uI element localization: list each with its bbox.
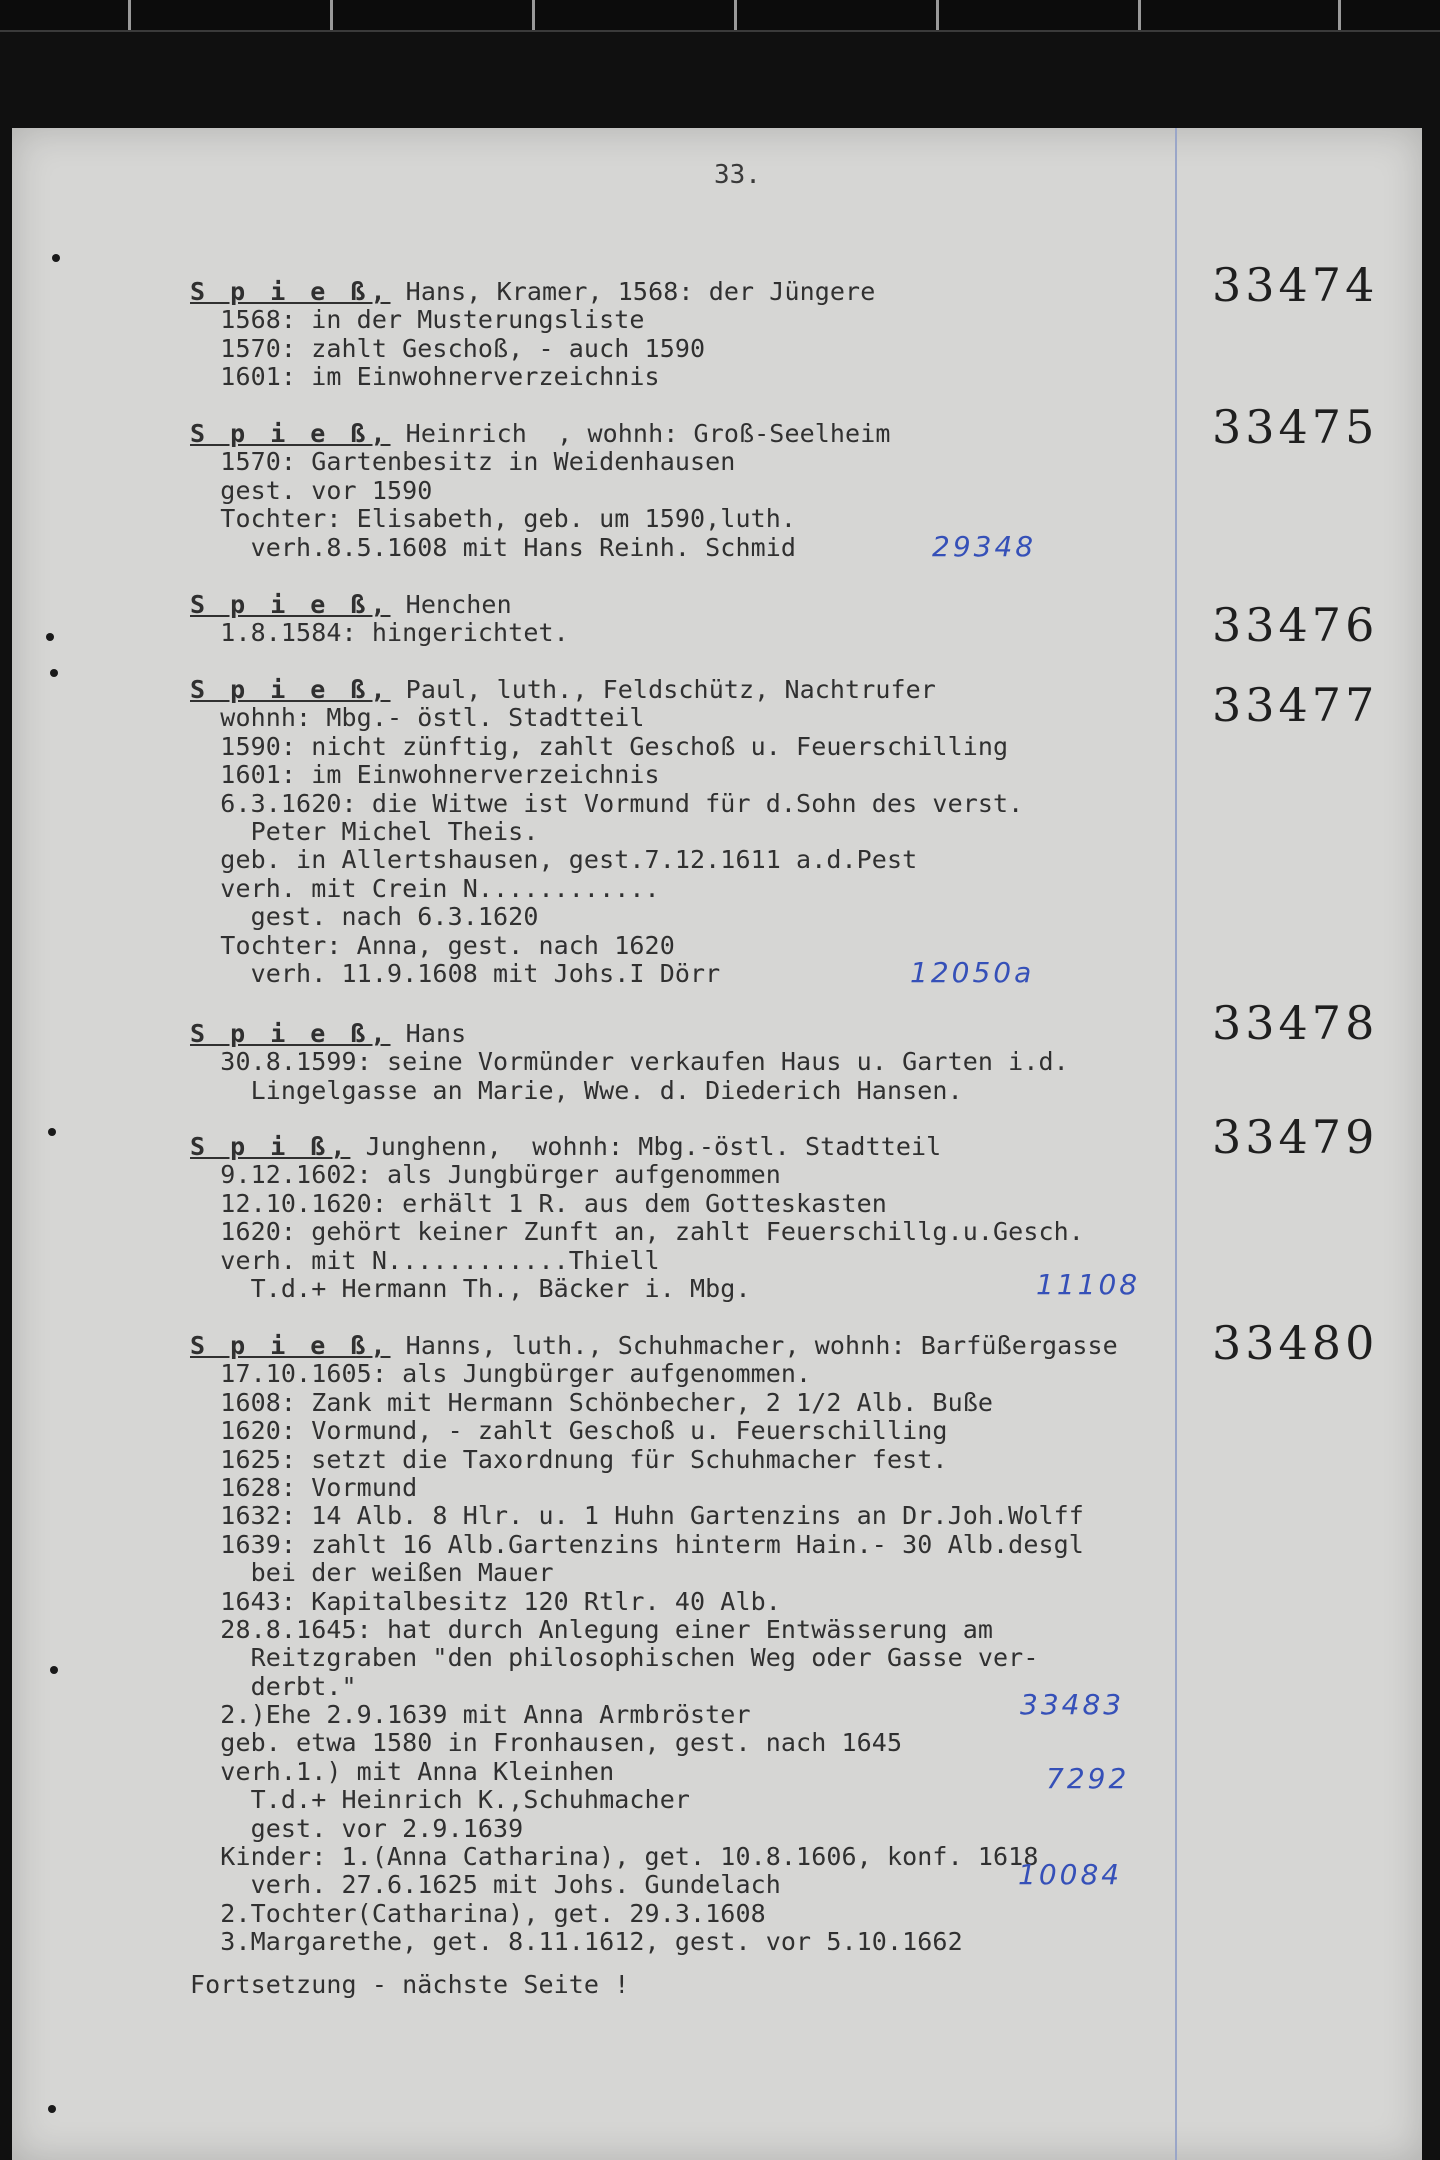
entry-line: 1.8.1584: hingerichtet. <box>190 618 569 648</box>
continuation-note: Fortsetzung - nächste Seite ! <box>190 1970 630 1999</box>
entry-line: 1625: setzt die Taxordnung für Schuhmacher fest. <box>190 1444 948 1474</box>
entry-line: bei der weißen Mauer <box>190 1558 554 1588</box>
punch-mark <box>46 633 54 641</box>
handwritten-reference: 33483 <box>1020 1688 1125 1721</box>
entry-line: 1570: Gartenbesitz in Weidenhausen <box>190 447 736 477</box>
surname: S p i e ß, <box>190 277 391 306</box>
entry-line: 1620: gehört keiner Zunft an, zahlt Feuerschillg.u.Gesch. <box>190 1217 1084 1247</box>
entry-line: 2.)Ehe 2.9.1639 mit Anna Armbröster <box>190 1700 751 1730</box>
entry-line: 1568: in der Musterungsliste <box>190 305 645 335</box>
entry-line: verh.8.5.1608 mit Hans Reinh. Schmid <box>190 532 797 562</box>
entry-line: 28.8.1645: hat durch Anlegung einer Entwässerung am <box>190 1614 994 1644</box>
entry-line: Tochter: Anna, gest. nach 1620 <box>190 930 675 960</box>
document-page <box>12 128 1422 2160</box>
entry-line: derbt." <box>190 1671 357 1701</box>
handwritten-reference: 10084 <box>1018 1858 1123 1891</box>
entry-line: 1590: nicht zünftig, zahlt Geschoß u. Feuerschilling <box>190 731 1009 761</box>
entry-number: 33477 <box>1212 678 1379 732</box>
entry-line: 1570: zahlt Geschoß, - auch 1590 <box>190 333 706 363</box>
entry-line: verh.1.) mit Anna Kleinhen <box>190 1756 615 1786</box>
page-number: 33. <box>714 160 761 190</box>
entry-line: 1639: zahlt 16 Alb.Gartenzins hinterm Hain.- 30 Alb.desgl <box>190 1529 1084 1559</box>
entry-line: S p i e ß, Heinrich , wohnh: Groß-Seelheim <box>190 419 891 448</box>
entry-line: verh. 11.9.1608 mit Johs.I Dörr <box>190 958 721 988</box>
entry-line: geb. etwa 1580 in Fronhausen, gest. nach 1645 <box>190 1728 903 1758</box>
entry-33474 <box>190 278 1290 392</box>
handwritten-reference: 12050a <box>910 956 1035 989</box>
entry-line: T.d.+ Hermann Th., Bäcker i. Mbg. <box>190 1273 751 1303</box>
entry-line: 1601: im Einwohnerverzeichnis <box>190 760 660 790</box>
entry-33477 <box>190 676 1290 988</box>
entry-33480 <box>190 1332 1290 1957</box>
entry-line: 1643: Kapitalbesitz 120 Rtlr. 40 Alb. <box>190 1586 781 1616</box>
entry-number: 33480 <box>1212 1316 1379 1370</box>
entry-line: 1628: Vormund <box>190 1472 418 1502</box>
entry-line: S p i e ß, Hanns, luth., Schuhmacher, wohnh: Barfüßergasse <box>190 1331 1118 1360</box>
surname: S p i e ß, <box>190 590 391 619</box>
entry-line: gest. nach 6.3.1620 <box>190 902 539 932</box>
entry-line: verh. 27.6.1625 mit Johs. Gundelach <box>190 1870 781 1900</box>
entry-33476 <box>190 591 1290 648</box>
entry-line: 1620: Vormund, - zahlt Geschoß u. Feuerschilling <box>190 1416 948 1446</box>
entry-line: T.d.+ Heinrich K.,Schuhmacher <box>190 1785 690 1815</box>
entry-line: S p i e ß, Paul, luth., Feldschütz, Nachtrufer <box>190 675 936 704</box>
punch-mark <box>50 669 58 677</box>
surname: S p i e ß, <box>190 1019 391 1048</box>
entry-line: 9.12.1602: als Jungbürger aufgenommen <box>190 1160 781 1190</box>
entry-line: S p i ß, Junghenn, wohnh: Mbg.-östl. Stadtteil <box>190 1132 942 1161</box>
entry-line: 12.10.1620: erhält 1 R. aus dem Gotteskasten <box>190 1188 887 1218</box>
entry-line: 1632: 14 Alb. 8 Hlr. u. 1 Huhn Gartenzins an Dr.Joh.Wolff <box>190 1501 1084 1531</box>
entry-line: 6.3.1620: die Witwe ist Vormund für d.Sohn des verst. <box>190 788 1024 818</box>
entry-33478 <box>190 1020 1290 1105</box>
entry-line: geb. in Allertshausen, gest.7.12.1611 a.d.Pest <box>190 845 918 875</box>
entry-line: verh. mit Crein N............ <box>190 873 660 903</box>
entry-line: 30.8.1599: seine Vormünder verkaufen Haus u. Garten i.d. <box>190 1047 1069 1077</box>
handwritten-reference: 11108 <box>1036 1268 1141 1301</box>
punch-mark <box>50 1666 58 1674</box>
entry-line: 2.Tochter(Catharina), get. 29.3.1608 <box>190 1898 766 1928</box>
entry-line: wohnh: Mbg.- östl. Stadtteil <box>190 703 645 733</box>
entry-number: 33476 <box>1212 598 1379 652</box>
surname: S p i e ß, <box>190 675 391 704</box>
entry-number: 33474 <box>1212 258 1379 312</box>
entry-line: Peter Michel Theis. <box>190 816 539 846</box>
entry-33475 <box>190 420 1290 562</box>
entry-line: Reitzgraben "den philosophischen Weg oder Gasse ver- <box>190 1643 1039 1673</box>
handwritten-reference: 7292 <box>1046 1762 1130 1795</box>
entry-line: verh. mit N............Thiell <box>190 1245 660 1275</box>
entry-line: S p i e ß, Hans, Kramer, 1568: der Jüngere <box>190 277 876 306</box>
entry-line: S p i e ß, Henchen <box>190 590 512 619</box>
entry-line: Tochter: Elisabeth, geb. um 1590,luth. <box>190 504 797 534</box>
surname: S p i ß, <box>190 1132 351 1161</box>
entry-line: Lingelgasse an Marie, Wwe. d. Diederich Hansen. <box>190 1075 963 1105</box>
surname: S p i e ß, <box>190 419 391 448</box>
entry-line: 1608: Zank mit Hermann Schönbecher, 2 1/2 Alb. Buße <box>190 1387 994 1417</box>
surname: S p i e ß, <box>190 1331 391 1360</box>
entry-line: Kinder: 1.(Anna Catharina), get. 10.8.1606, konf. 1618 <box>190 1842 1039 1872</box>
entry-number: 33478 <box>1212 996 1379 1050</box>
entry-line: S p i e ß, Hans <box>190 1019 467 1048</box>
film-edge-ruler <box>0 0 1440 32</box>
entry-line: 3.Margarethe, get. 8.11.1612, gest. vor 5.10.1662 <box>190 1927 963 1957</box>
entry-line: gest. vor 1590 <box>190 475 433 505</box>
entry-number: 33479 <box>1212 1110 1379 1164</box>
entry-number: 33475 <box>1212 400 1379 454</box>
entry-line: gest. vor 2.9.1639 <box>190 1813 524 1843</box>
entry-line: 17.10.1605: als Jungbürger aufgenommen. <box>190 1359 812 1389</box>
punch-mark <box>48 1128 56 1136</box>
entry-line: 1601: im Einwohnerverzeichnis <box>190 362 660 392</box>
punch-mark <box>48 2105 56 2113</box>
punch-mark <box>52 254 60 262</box>
handwritten-reference: 29348 <box>932 530 1037 563</box>
